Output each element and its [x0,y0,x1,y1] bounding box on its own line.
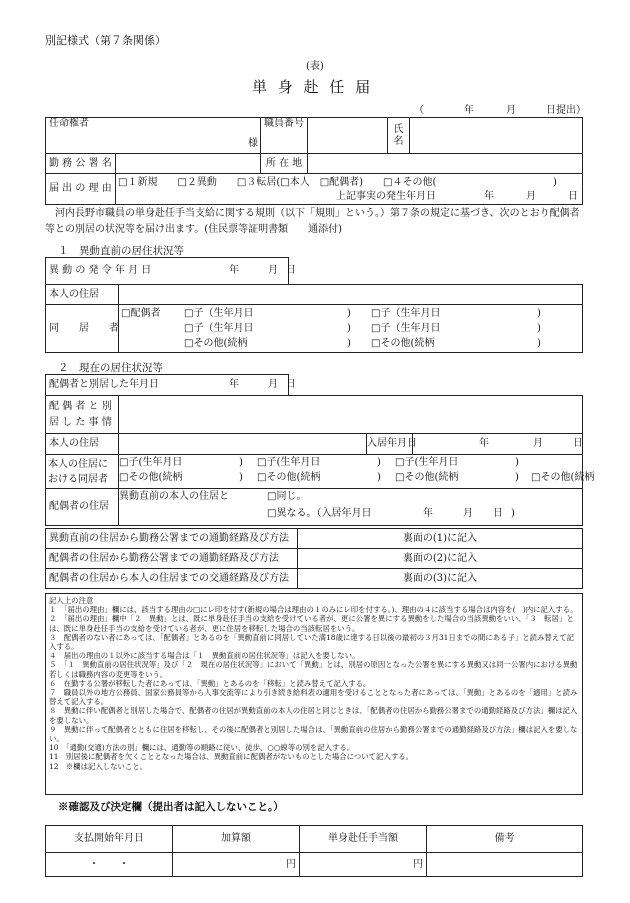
other-checkbox-1[interactable]: □その他(続柄 [184,338,248,349]
child-checkbox-3[interactable]: □子（生年月日 [184,323,254,334]
route-value-3: 裏面の(3)に記入 [298,569,583,589]
date-month: 月 [506,105,516,116]
date-year: 年 [464,105,474,116]
other-checkbox-2[interactable]: □その他(続柄 [371,338,435,349]
confirm-table [45,825,583,877]
current-residence-field[interactable] [119,434,367,455]
same-checkbox[interactable]: □同じ。 [267,491,307,502]
separation-reason-field[interactable] [119,396,583,434]
moved-in-date[interactable]: 年 月 日 [413,434,583,455]
front-side-label: (表) [306,61,324,72]
separation-reason-label: 配 偶 者 と 別 居 し た 事 情 [46,396,119,434]
addition-field[interactable]: 円 [173,853,300,877]
note-item: １ 「届出の理由」欄には、該当する理由の□にレ印を付す(新規の場合は理由の１のみにレ印を付する。)、理由の４に該当する場合は内容を( )内に記入する。 [49,605,578,615]
note-item: ８ 異動に伴い配偶者と別居した場合で、配偶者の住居が異動直前の本人の住居と同じときは、「配偶者の住居から勤務公署までの通勤経路及び方法」欄は記入を要しない。 [49,706,578,725]
separation-date-row: 配偶者と別居した年月日 年 月 日 [46,375,289,396]
cur-other-3[interactable]: □その他(続柄 [395,472,459,483]
child-checkbox-2[interactable]: □子（生年月日 [371,308,441,319]
cohabitant-label: 同 居 者 [46,305,119,353]
just-before-label: 異動直前の本人の住居と [119,491,229,502]
reason-checkboxes[interactable]: □１新規 □２異動 □３転居(□本人 □配偶者) □４その他( [118,177,437,188]
remarks-field[interactable] [427,853,583,877]
notes-box [45,593,583,795]
different-checkbox[interactable]: □異なる。（入居年月日 [267,508,372,519]
spouse-residence-label: 配偶者の住居 [46,489,119,526]
note-item: ３ 配偶者のない者にあっては、「配偶者」とあるのを「異動直前に同居していた満18歳に達する日以後の最初の３月31日までの間にある子」と読み替えて記入する。 [49,632,574,652]
office-label: 勤 務 公 署 名 [46,154,116,174]
cur-other-1[interactable]: □その他(続柄 [119,472,183,483]
occur-day: 日 [568,191,578,202]
section2-title: ２ 現在の居住状況等 [58,362,163,374]
header-allowance: 単身赴任手当額 [300,826,427,853]
location-field[interactable] [308,154,583,174]
spouse-residence-options[interactable]: 異動直前の本人の住居と □同じ。 □異なる。（入居年月日 年 月 日 ) [119,489,583,526]
location-label: 所 在 地 [261,154,308,174]
appointer-label: 任命権者 [49,118,89,129]
note-item: ５ 「１ 異動直前の居住状況等」及び「２ 現在の居住状況等」において「異動」とは、別居の原因となった公署を異にする異動又は同一公署内における異動若しくは職務内容の変更等をいう。 [49,660,578,679]
appointer-field[interactable] [46,118,261,154]
date-open: （ [414,105,424,116]
occur-label: 上記事実の発生年月日 [336,191,436,202]
transfer-day: 日 [286,265,296,276]
note-item: ９ 異動に伴って配偶者とともに住居を移転し、その後に配偶者と別居した場合は、「異動直前の住居から勤務公署までの通勤経路及び方法」欄は記入を要しない。 [49,724,578,744]
transfer-month: 月 [268,265,278,276]
residence-field[interactable] [119,285,583,305]
note-item: ４ 届出の理由の１以外に該当する場合は「１ 異動直前の居住状況等」は記入を要しない。 [49,651,360,661]
route-label-1: 異動直前の住居から勤務公署までの通勤経路及び方法 [46,529,298,549]
start-date-field[interactable]: ・ ・ [46,853,173,877]
name-label: 氏 名 [388,118,410,154]
note-item: 12 ※欄は記入しないこと。 [49,761,148,771]
staff-no-label: 職員番号 [261,118,308,154]
reason-options[interactable] [116,174,583,205]
note-item: ６ 在勤する公署が移転した者にあっては、「異動」とあるのを「移転」と読み替えて記入する。 [49,678,371,688]
cur-other-2[interactable]: □その他(続柄 [257,472,321,483]
cohabitant-options[interactable]: □配偶者 □子（生年月日 ) □子（生年月日 ) □子（生年月日 ) □子（生年月日 ) □その他(続柄 ) □その他(続柄 ) [119,305,583,353]
allowance-field[interactable]: 円 [300,853,427,877]
cur-child-1[interactable]: □子(生年月日 [119,457,183,468]
date-day: 日提出） [546,105,586,116]
staff-no-field[interactable] [308,118,388,154]
cur-other-3-close: ) [515,472,519,483]
form-label: 別記様式（第７条関係） [45,34,166,47]
note-item: 10 「通勤(交通)方法の別」欄には、通勤等の順路に従い、徒歩、○○線等の別を記入する。 [49,743,355,753]
blank [289,258,583,285]
occur-month: 月 [526,191,536,202]
intro-text: 河内長野市職員の単身赴任手当支給に関する規則（以下「規則」という。）第７条の規定に基づき、次のとおり配偶者等との別居の状況等を届け出ます。(住民票等証明書類 通添付) [45,208,580,235]
header-start-date: 支払開始年月日 [46,826,173,853]
section2-table [45,374,595,526]
section1-title: １ 異動直前の居住状況等 [58,245,184,257]
sama-label: 様 [248,137,258,149]
child-checkbox-1[interactable]: □子（生年月日 [184,308,254,319]
separation-date-label: 配偶者と別居した年月日 [49,379,159,391]
moved-in-label: 入居年月日 [367,434,413,455]
occur-year: 年 [484,191,494,202]
current-cohabitant-label: 本人の住居に おける同居者 [46,455,119,489]
current-residence-label: 本人の住居 [46,434,119,455]
top-table [45,117,583,205]
child-checkbox-4[interactable]: □子（生年月日 [371,323,441,334]
section1-table [45,257,583,353]
spouse-checkbox[interactable]: □配偶者 [121,308,161,319]
note-item: ７ 職員以外の地方公務員、国家公務員等から人事交流等により引き続き給料表の適用を受けることとなった者にあっては、「異動」とあるのを「適用」と読み替えて記入する。 [49,688,578,707]
name-field[interactable] [410,118,583,154]
reason-close: ) [553,177,557,188]
residence-label: 本人の住居 [46,285,119,305]
route-label-3: 配偶者の住居から本人の住居までの交通経路及び方法 [46,569,298,589]
route-value-2: 裏面の(2)に記入 [298,549,583,569]
note-item: ２ 「届出の理由」欄中「２ 異動」とは、既に単身赴任手当の支給を受けている者が、更に公署を異にする異動をした場合の当該異動をいい、「３ 転居」とは、既に単身赴任手当の支給を受けている者が、更に住居を移転した場合の当該転居をいう。 [49,614,574,633]
notes-title: 記入上の注意 [49,596,94,605]
cur-child-2[interactable]: □子(生年月日 [257,457,321,468]
routes-table [45,528,583,589]
note-item: 11 別居後に配偶者を欠くこととなった場合は、異動直前に配偶者がないものとした場合について記入する。 [49,752,414,762]
reason-label: 届 出 の 理 由 [46,174,116,205]
current-cohabitant-options[interactable]: □子(生年月日 ) □子(生年月日 ) □子(生年月日 ) □その他(続柄 ) □その他(続柄 ) □その他(続柄 ) □その他(続柄 [119,455,583,489]
confirm-title: ※確認及び決定欄（提出者は記入しないこと。） [58,801,284,813]
header-remarks: 備考 [427,826,583,853]
office-field[interactable] [116,154,261,174]
transfer-year: 年 [229,265,239,276]
transfer-date-row [46,258,296,285]
cur-child-3[interactable]: □子(生年月日 [395,457,459,468]
cur-other-4[interactable]: □その他(続柄 [531,472,595,483]
header-addition: 加算額 [173,826,300,853]
transfer-date-label: 異 動 の 発 令 年 月 日 [49,265,152,277]
page-title: 単 身 赴 任 届 [252,78,374,96]
route-label-2: 配偶者の住居から勤務公署までの通勤経路及び方法 [46,549,298,569]
route-value-1: 裏面の(1)に記入 [298,529,583,549]
